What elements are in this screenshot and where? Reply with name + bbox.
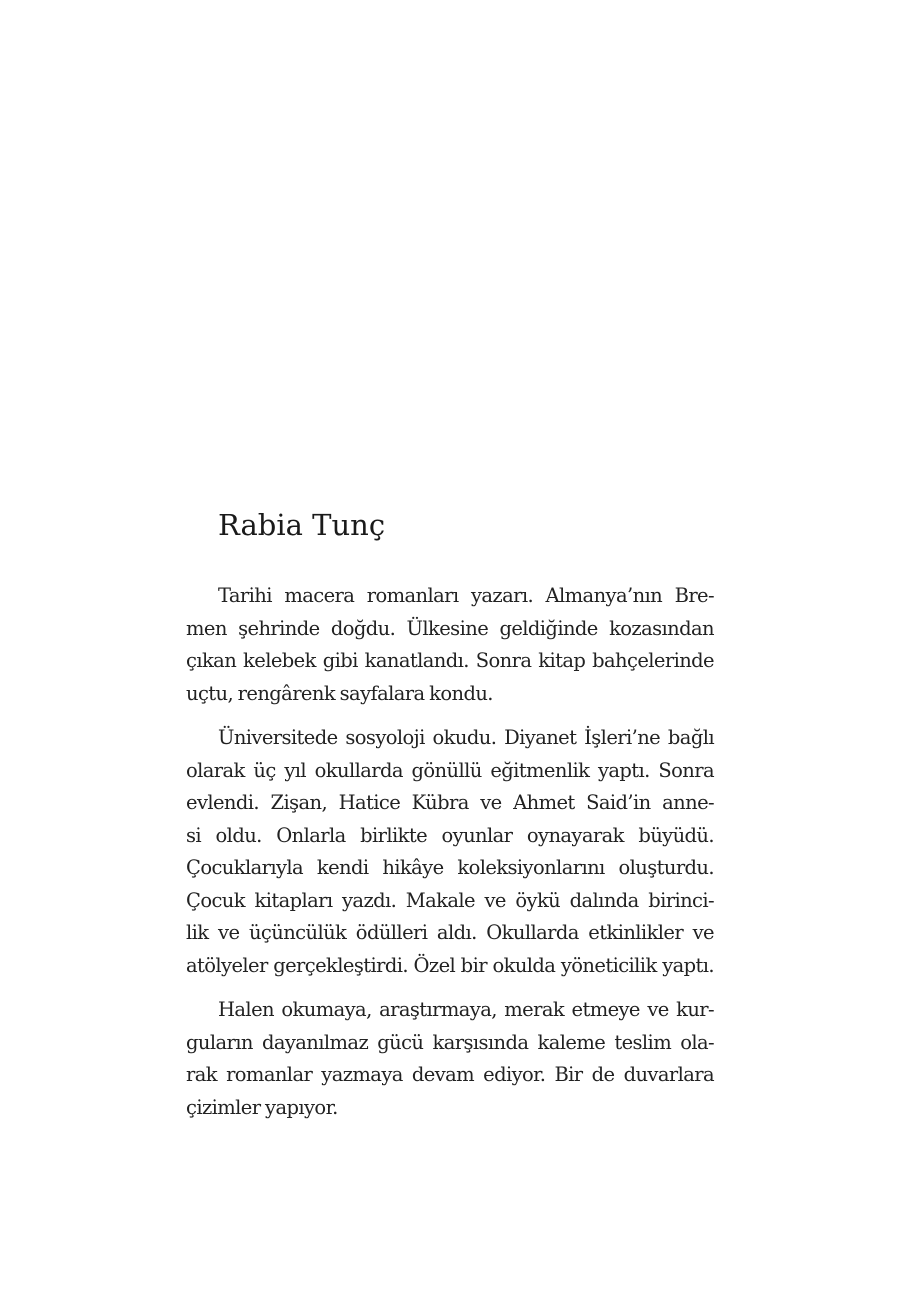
text-line: evlendi. Zişan, Hatice Kübra ve Ahmet Said’in anne- [186,791,714,814]
author-name: Rabia Tunç [218,508,386,542]
bio-paragraph-1 [186,580,714,710]
text-line: olarak üç yıl okullarda gönüllü eğitmenlik yaptı. Sonra [186,758,714,782]
text-line: Üniversitede sosyoloji okudu. Diyanet İşleri’ne bağlı [218,726,714,749]
text-line: rak romanlar yazmaya devam ediyor. Bir de duvarlara [186,1063,714,1086]
text-line: Çocuk kitapları yazdı. Makale ve öykü dalında birinci- [186,888,714,912]
text-line: Halen okumaya, araştırmaya, merak etmeye ve kur- [218,998,714,1021]
text-line: lik ve üçüncülük ödülleri aldı. Okullarda etkinlikler ve [186,921,714,944]
text-line: Çocuklarıyla kendi hikâye koleksiyonlarını oluşturdu. [186,856,714,879]
bio-paragraph-2 [186,722,714,982]
author-bio [186,580,714,1124]
text-line: si oldu. Onlarla birlikte oyunlar oynayarak büyüdü. [186,823,714,847]
text-line: uçtu, rengârenk sayfalara kondu. [186,681,493,705]
text-line: atölyeler gerçekleştirdi. Özel bir okulda yöneticilik yaptı. [186,953,714,977]
bio-paragraph-3 [186,994,714,1124]
text-line: Tarihi macera romanları yazarı. Almanya’nın Bre- [218,584,714,607]
text-line: çizimler yapıyor. [186,1095,338,1119]
text-line: çıkan kelebek gibi kanatlandı. Sonra kitap bahçelerinde [186,649,714,672]
text-line: guların dayanılmaz gücü karşısında kaleme teslim ola- [186,1030,714,1054]
text-line: men şehrinde doğdu. Ülkesine geldiğinde kozasından [186,616,714,640]
